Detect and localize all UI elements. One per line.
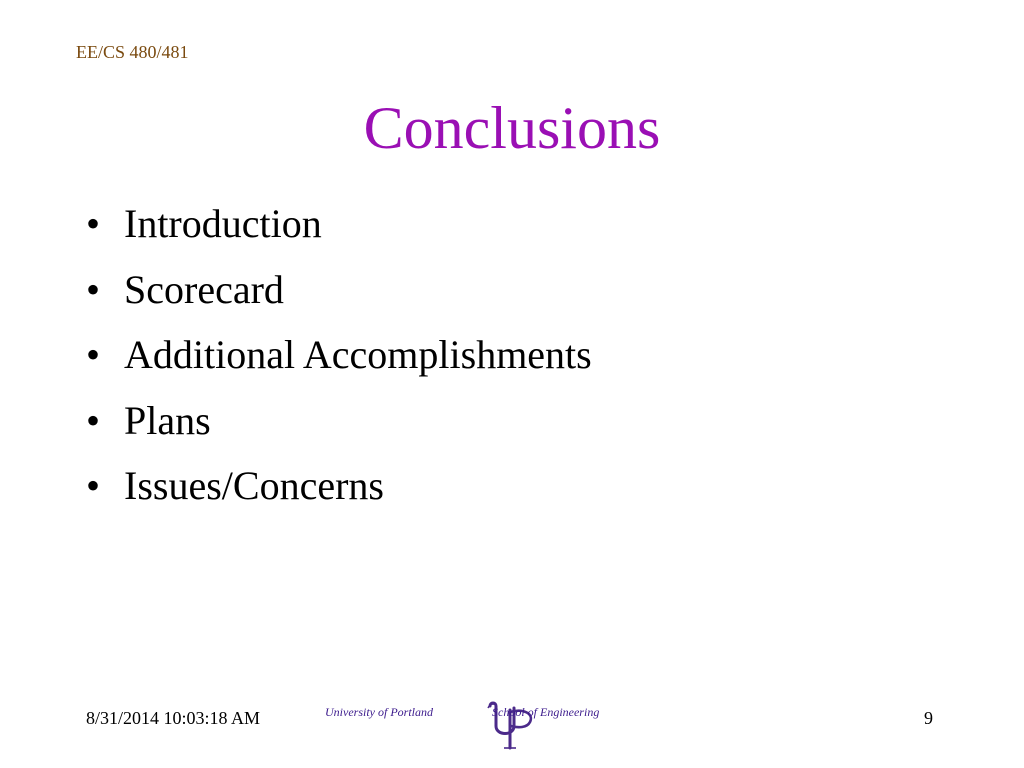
list-item [86,266,592,332]
bullet-text: Issues/Concerns [124,463,384,508]
list-item [86,331,592,397]
bullet-text: Introduction [124,201,322,246]
course-code: EE/CS 480/481 [76,42,189,62]
bullet-list [86,200,592,528]
footer-datetime: 8/31/2014 10:03:18 AM [86,708,261,728]
footer-university: University of Portland [325,705,433,719]
bullet-icon: • [86,201,101,246]
page-number: 9 [924,708,933,728]
bullet-icon: • [86,463,101,508]
footer-school: School of Engineering [492,705,600,719]
list-item [86,200,592,266]
list-item [86,397,592,463]
bullet-icon: • [86,266,101,312]
list-item [86,462,592,528]
bullet-icon: • [86,397,101,443]
bullet-text: Scorecard [124,266,284,312]
slide-title: Conclusions [363,95,661,161]
bullet-text: Plans [124,397,211,443]
bullet-text: Additional Accomplishments [124,332,592,377]
bullet-icon: • [86,332,101,377]
